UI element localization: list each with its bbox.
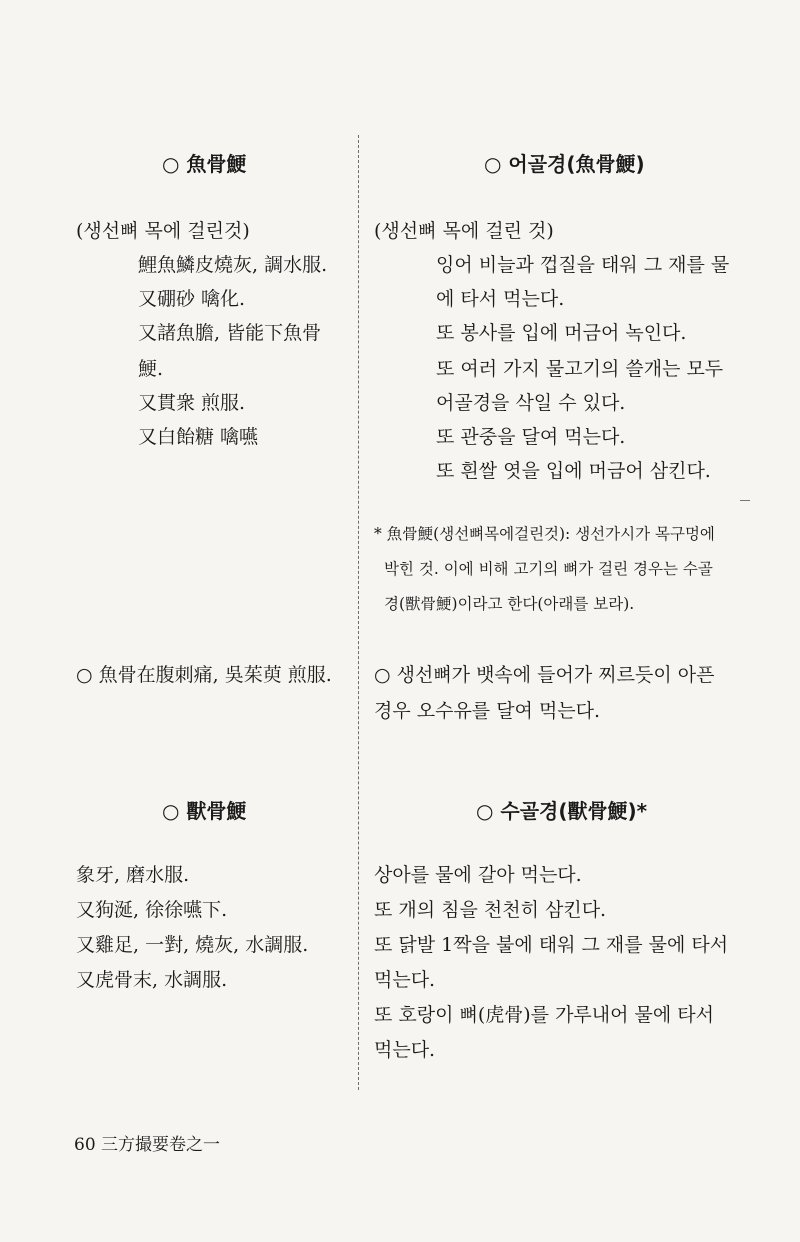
right-column — [374, 0, 754, 1100]
right-subtitle: (생선뼈 목에 걸린 것) — [374, 220, 554, 242]
left-line: 又諸魚膽, 皆能下魚骨 — [138, 322, 322, 344]
right-heading-fish-bone: ○ 어골경(魚骨鯁) — [484, 152, 645, 176]
right-line: 또 관중을 달여 먹는다. — [436, 426, 626, 448]
stray-mark — [740, 500, 750, 501]
right-line: 상아를 물에 갈아 먹는다. — [374, 864, 582, 886]
footnote-line: * 魚骨鯁(생선뼈목에걸린것): 생선가시가 목구멍에 — [374, 525, 715, 543]
left-column — [76, 0, 346, 1100]
left-line: 又雞足, 一對, 燒灰, 水調服. — [76, 934, 309, 956]
right-heading-animal-bone: ○ 수골경(獸骨鯁)* — [476, 799, 648, 823]
right-line: ○ 생선뼈가 뱃속에 들어가 찌르듯이 아픈 — [374, 664, 715, 686]
right-line: 또 여러 가지 물고기의 쓸개는 모두 — [436, 358, 724, 380]
right-line: 또 호랑이 뼈(虎骨)를 가루내어 물에 타서 — [374, 1004, 714, 1026]
left-line: 又白飴糖 噙嚥 — [138, 426, 259, 448]
left-line: 鯁. — [138, 358, 164, 380]
footnote-line: 경(獸骨鯁)이라고 한다(아래를 보라). — [384, 595, 635, 613]
right-line: 먹는다. — [374, 1039, 436, 1061]
column-divider — [358, 135, 359, 1090]
right-line: 또 개의 침을 천천히 삼킨다. — [374, 899, 607, 921]
right-line: 또 봉사를 입에 머금어 녹인다. — [436, 322, 687, 344]
footnote-line: 박힌 것. 이에 비해 고기의 뼈가 걸린 경우는 수골 — [384, 560, 713, 578]
left-line: 又狗涎, 徐徐嚥下. — [76, 899, 228, 921]
page-footer: 60 三方撮要卷之一 — [74, 1135, 221, 1155]
left-subtitle: (생선뼈 목에 걸린것) — [76, 220, 250, 242]
right-line: 먹는다. — [374, 969, 436, 991]
left-heading-animal-bone: ○ 獸骨鯁 — [162, 799, 247, 823]
left-line: 鯉魚鱗皮燒灰, 調水服. — [138, 254, 328, 276]
left-fish-bone-belly: ○ 魚骨在腹刺痛, 吳茱萸 煎服. — [76, 664, 332, 686]
right-line: 에 타서 먹는다. — [436, 288, 565, 310]
left-line: 又貫衆 煎服. — [138, 392, 246, 414]
right-line: 또 흰쌀 엿을 입에 머금어 삼킨다. — [436, 460, 711, 482]
right-line: 잉어 비늘과 껍질을 태워 그 재를 물 — [436, 254, 730, 276]
left-line: 又虎骨末, 水調服. — [76, 969, 228, 991]
right-line: 경우 오수유를 달여 먹는다. — [374, 700, 601, 722]
left-line: 象牙, 磨水服. — [76, 864, 190, 886]
right-line: 어골경을 삭일 수 있다. — [436, 392, 626, 414]
right-line: 또 닭발 1짝을 불에 태워 그 재를 물에 타서 — [374, 934, 729, 956]
left-heading-fish-bone: ○ 魚骨鯁 — [162, 152, 247, 176]
left-line: 又硼砂 噙化. — [138, 288, 246, 310]
